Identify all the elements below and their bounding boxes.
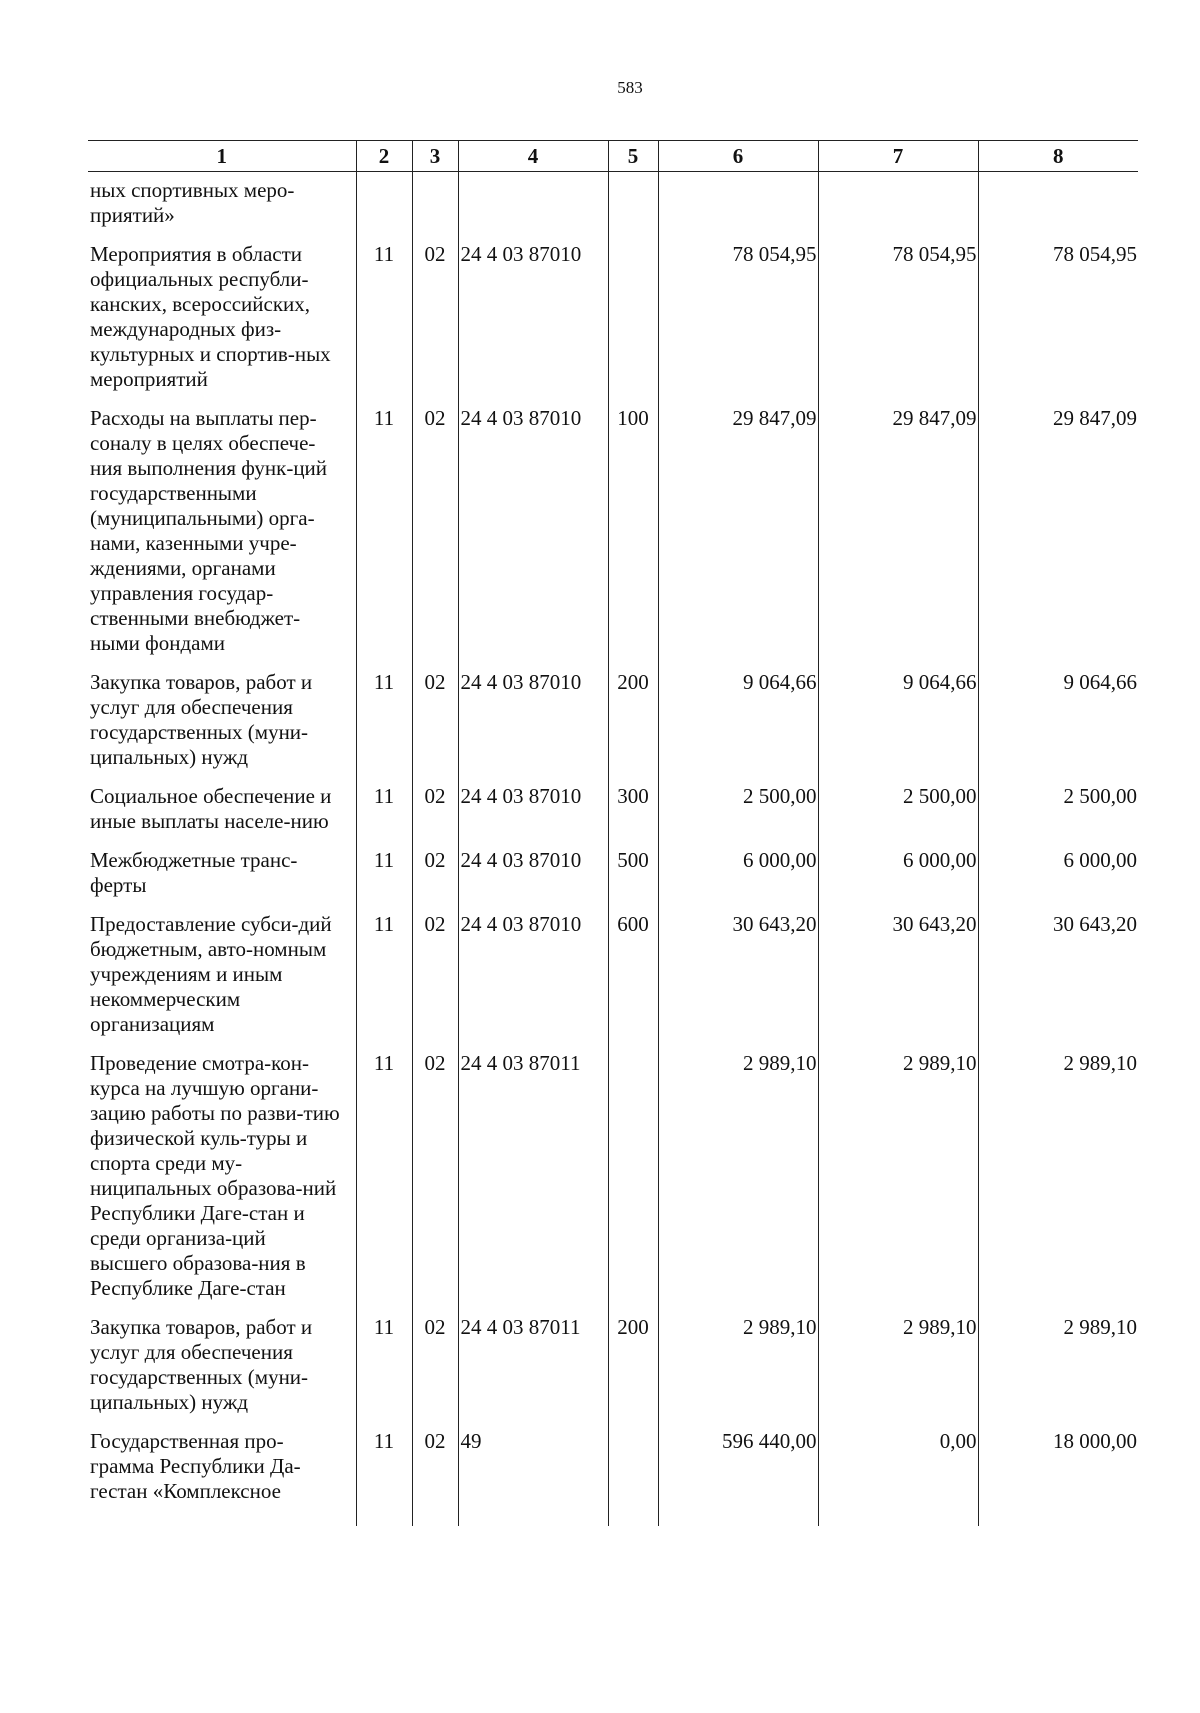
cell-subsection: 02 [412,242,458,406]
cell-amount-6: 2 989,10 [658,1051,818,1315]
table-row [88,1315,1138,1429]
cell-section: 11 [356,670,412,784]
cell-target-article: 24 4 03 87010 [458,912,608,1051]
cell-amount-6 [658,172,818,243]
row-name: Предоставление субси-дий бюджетным, авто-номным учреждениям и иным некоммерческим организациям [90,912,332,1036]
cell-amount-7: 29 847,09 [818,406,978,670]
table-row [88,670,1138,784]
table-row [88,1429,1138,1526]
col-header-4: 4 [458,141,608,172]
cell-expense-type: 500 [608,848,658,912]
cell-section: 11 [356,912,412,1051]
row-name: Проведение смотра-кон-курса на лучшую органи-зацию работы по разви-тию физической куль-туры и спорта среди му-ниципальных образова-ний Республики Даге-стан и среди организа-ций высшего образова-ния в Республике Даге-стан [90,1051,340,1300]
col-header-5: 5 [608,141,658,172]
cell-amount-7: 6 000,00 [818,848,978,912]
col-header-8: 8 [978,141,1138,172]
cell-amount-6: 596 440,00 [658,1429,818,1526]
cell-section: 11 [356,1051,412,1315]
cell-expense-type: 200 [608,1315,658,1429]
cell-amount-7: 2 989,10 [818,1051,978,1315]
table-row [88,242,1138,406]
cell-amount-6: 78 054,95 [658,242,818,406]
cell-target-article: 24 4 03 87010 [458,406,608,670]
cell-amount-6: 30 643,20 [658,912,818,1051]
cell-subsection: 02 [412,406,458,670]
cell-subsection: 02 [412,1051,458,1315]
cell-section [356,172,412,243]
cell-section: 11 [356,784,412,848]
cell-target-article: 24 4 03 87011 [458,1051,608,1315]
cell-amount-7: 2 500,00 [818,784,978,848]
cell-target-article: 49 [458,1429,608,1526]
cell-amount-8 [978,172,1138,243]
cell-amount-7: 30 643,20 [818,912,978,1051]
col-header-2: 2 [356,141,412,172]
row-name: Мероприятия в области официальных республи-канских, всероссийских, международных физ-культурных и спортив-ных мероприятий [90,242,331,391]
cell-target-article: 24 4 03 87010 [458,784,608,848]
table-row [88,172,1138,243]
cell-section: 11 [356,1429,412,1526]
cell-amount-8: 30 643,20 [978,912,1138,1051]
cell-expense-type [608,1429,658,1526]
cell-amount-8: 6 000,00 [978,848,1138,912]
cell-target-article: 24 4 03 87010 [458,848,608,912]
row-name: Закупка товаров, работ и услуг для обеспечения государственных (муни-ципальных) нужд [90,1315,313,1414]
cell-amount-6: 2 989,10 [658,1315,818,1429]
cell-amount-8: 2 989,10 [978,1315,1138,1429]
cell-subsection: 02 [412,1315,458,1429]
col-header-6: 6 [658,141,818,172]
cell-target-article: 24 4 03 87010 [458,670,608,784]
cell-expense-type [608,1051,658,1315]
cell-amount-7: 0,00 [818,1429,978,1526]
cell-amount-6: 6 000,00 [658,848,818,912]
col-header-3: 3 [412,141,458,172]
row-name: Межбюджетные транс-ферты [90,848,298,897]
cell-section: 11 [356,848,412,912]
row-name: Закупка товаров, работ и услуг для обеспечения государственных (муни-ципальных) нужд [90,670,313,769]
cell-amount-7: 9 064,66 [818,670,978,784]
cell-expense-type: 300 [608,784,658,848]
col-header-7: 7 [818,141,978,172]
cell-expense-type: 100 [608,406,658,670]
cell-subsection: 02 [412,670,458,784]
cell-amount-6: 2 500,00 [658,784,818,848]
cell-expense-type: 200 [608,670,658,784]
cell-expense-type [608,172,658,243]
cell-subsection: 02 [412,784,458,848]
cell-subsection [412,172,458,243]
table-row [88,912,1138,1051]
cell-amount-8: 29 847,09 [978,406,1138,670]
table-row [88,848,1138,912]
cell-expense-type: 600 [608,912,658,1051]
cell-amount-6: 9 064,66 [658,670,818,784]
cell-expense-type [608,242,658,406]
cell-section: 11 [356,242,412,406]
cell-amount-7: 78 054,95 [818,242,978,406]
cell-amount-8: 2 989,10 [978,1051,1138,1315]
cell-subsection: 02 [412,848,458,912]
cell-amount-8: 9 064,66 [978,670,1138,784]
cell-target-article: 24 4 03 87011 [458,1315,608,1429]
cell-amount-7 [818,172,978,243]
row-name: Социальное обеспечение и иные выплаты населе-нию [90,784,332,833]
table-header-row [88,141,1138,172]
table-row [88,1051,1138,1315]
cell-amount-8: 78 054,95 [978,242,1138,406]
col-header-1: 1 [88,141,356,172]
cell-amount-7: 2 989,10 [818,1315,978,1429]
cell-amount-6: 29 847,09 [658,406,818,670]
cell-section: 11 [356,406,412,670]
row-name: ных спортивных меро-приятий» [90,178,295,227]
cell-target-article: 24 4 03 87010 [458,242,608,406]
cell-amount-8: 18 000,00 [978,1429,1138,1526]
cell-subsection: 02 [412,1429,458,1526]
table-row [88,784,1138,848]
row-name: Расходы на выплаты пер-соналу в целях обеспече-ния выполнения функ-ций государственными (муниципальными) орга-нами, казенными учре-ждениями, органами управления государ-ственными внебюджет-ными фондами [90,406,328,655]
table-row [88,406,1138,670]
cell-amount-8: 2 500,00 [978,784,1138,848]
cell-target-article [458,172,608,243]
cell-subsection: 02 [412,912,458,1051]
row-name: Государственная про-грамма Республики Да-гестан «Комплексное [90,1429,301,1503]
cell-section: 11 [356,1315,412,1429]
page-number: 583 [617,78,643,97]
budget-table [88,140,1138,1526]
